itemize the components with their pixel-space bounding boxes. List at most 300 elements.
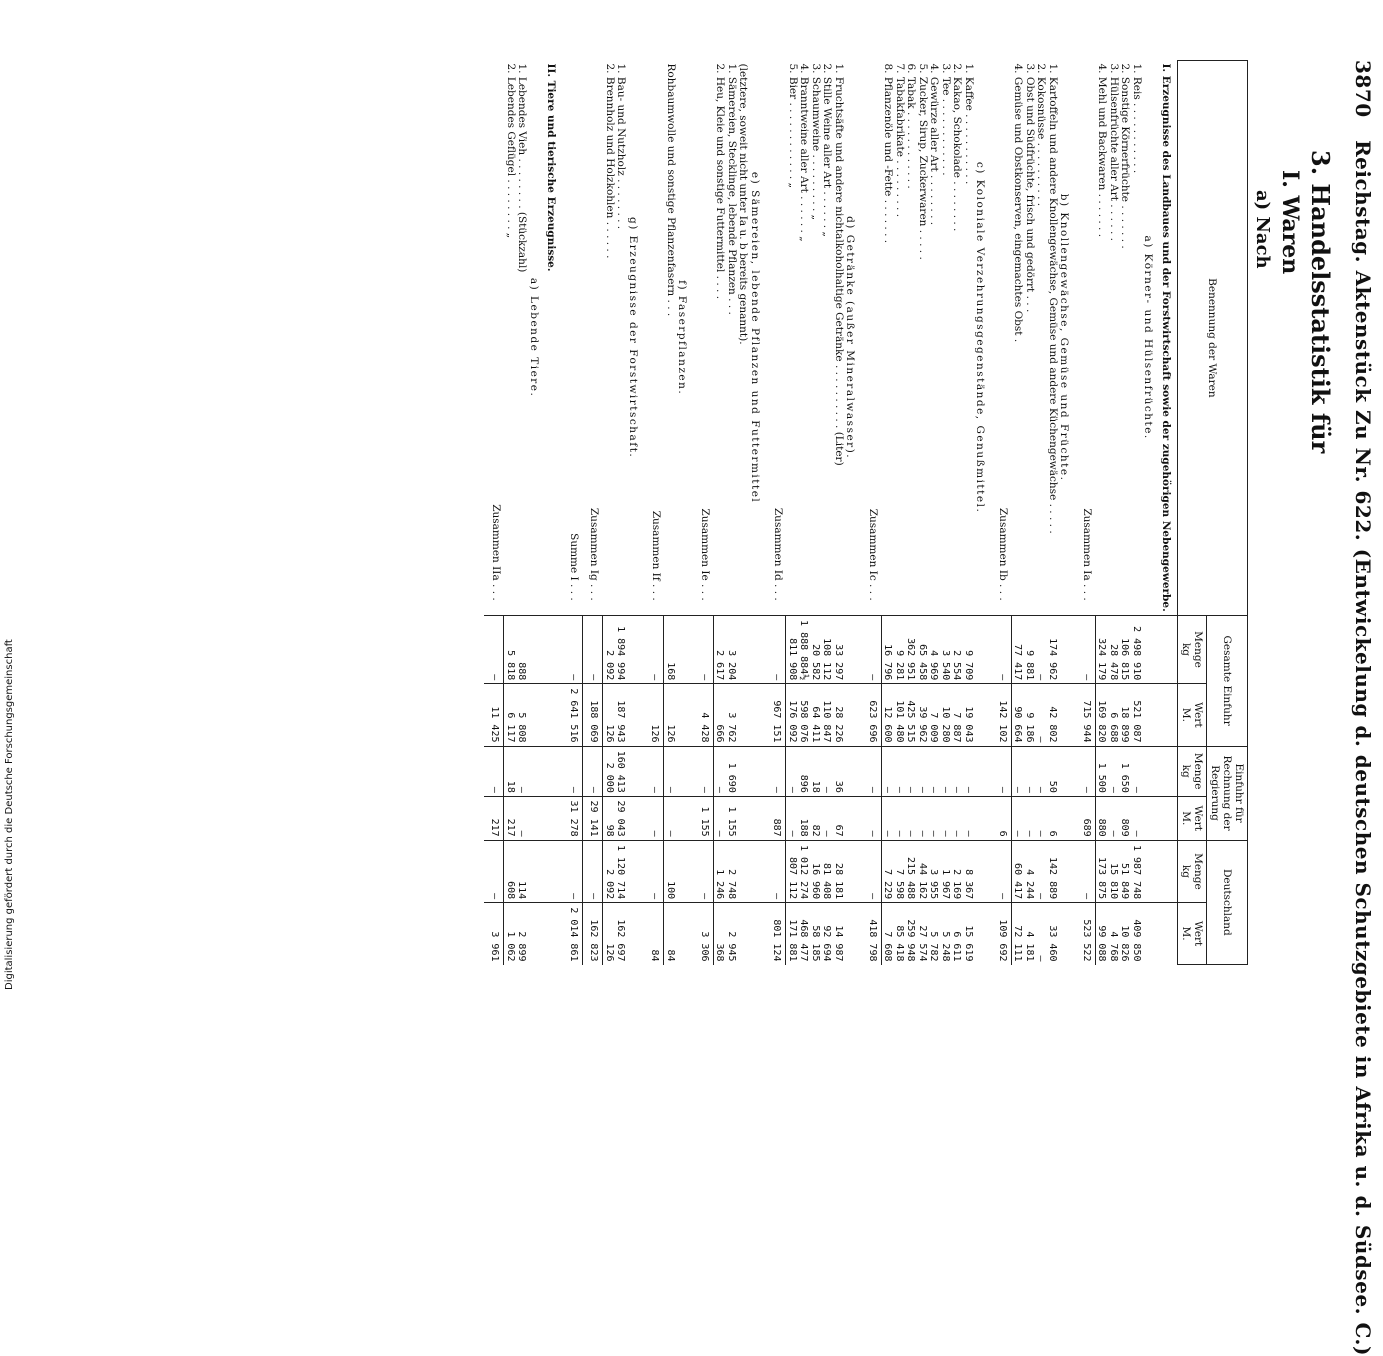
table-row [766,61,786,965]
cell-value: 101 480 [894,684,906,746]
cell-value [627,840,645,903]
cell-value: 176 092 [786,684,798,746]
cell-value: — [882,796,894,840]
cell-value: — [1076,840,1096,903]
col-val-header: Wert M. [1178,684,1207,746]
cell-value [1058,684,1076,746]
row-label: d) Getränke (außer Mineralwasser). [844,216,857,460]
cell-value: 8 367 [963,840,975,903]
cell-value: 1 967 [940,840,952,903]
cell-value: 27 574 [917,903,929,965]
cell-value: 18 899 [1119,684,1131,746]
cell-value: 10 280 [940,684,952,746]
cell-value: 217 [504,796,516,840]
cell-value [749,615,767,684]
cell-value: 1 500 [1096,746,1108,796]
cell-value [749,796,767,840]
cell-value [1058,746,1076,796]
cell-value: 715 944 [1076,684,1096,746]
cell-value: 689 [1076,796,1096,840]
row-total-label: Zusammen Ic . . . [867,508,880,601]
table-row [951,61,963,965]
cell-value: — [1024,796,1036,840]
cell-value: 174 962 [1047,615,1059,684]
cell-value: 6 688 [1108,684,1120,746]
cell-value: 1 650 [1119,746,1131,796]
col-group-germany: Deutschland [1207,840,1248,964]
cell-value: 2 617 [714,615,726,684]
cell-value: — [1035,615,1047,684]
cell-value: 7 608 [882,903,894,965]
cell-value [1142,684,1160,746]
row-label: 2. Stille Weine aller Art . . . . . . „ [821,63,834,237]
table-row [810,61,822,965]
cell-value: 217 [484,796,504,840]
cell-value: — [992,615,1012,684]
cell-value: 368 [714,903,726,965]
cell-value: 99 088 [1096,903,1108,965]
cell-value: 598 076 [798,684,810,746]
cell-value: 16 960 [810,840,822,903]
cell-value: 4 428 [694,684,714,746]
cell-value: 521 087 [1131,684,1143,746]
cell-value: — [821,746,833,796]
page-number: 3870 [1351,60,1375,118]
cell-value: — [1035,746,1047,796]
cell-value: — [894,796,906,840]
cell-value: — [862,615,882,684]
cell-value: 28 181 [833,840,845,903]
cell-value: 7 229 [882,840,894,903]
table-row [504,61,516,965]
table-body [484,61,1178,965]
cell-value: 4 768 [1108,903,1120,965]
table-row [1142,61,1160,965]
cell-value: 7 887 [951,684,963,746]
cell-value: 6 [1047,796,1059,840]
cell-value: — [1035,684,1047,746]
cell-value: 114 [516,840,528,903]
cell-value [737,684,749,746]
cell-value [844,796,862,840]
row-total-label: Zusammen Ib . . . [997,507,1010,601]
cell-value: 666 [714,684,726,746]
cell-value: 168 [664,615,676,684]
cell-value [528,796,546,840]
table-row [644,61,664,965]
cell-value [737,615,749,684]
cell-value: 39 962 [917,684,929,746]
cell-value: — [563,746,583,796]
cell-value: — [1076,746,1096,796]
cell-value [676,796,694,840]
row-label: II. Tiere und tierische Erzeugnisse. [545,63,558,272]
cell-value [627,796,645,840]
row-label: (letztere, soweit nicht unter Ia u. b bereits genannt). [737,63,750,345]
cell-value: 162 697 [615,903,627,965]
table-row [664,61,676,965]
cell-value: 418 798 [862,903,882,965]
cell-value: — [786,796,798,840]
cell-value [528,615,546,684]
cell-value: 108 112 [821,615,833,684]
table-row [798,61,810,965]
cell-value [1160,746,1178,796]
cell-value: 3 762 [726,684,738,746]
cell-value [545,746,563,796]
cell-value: 6 611 [951,903,963,965]
row-label: 7. Tabakfabrikate . . . . . . . . . [894,63,906,218]
table-row [882,61,894,965]
cell-value: — [951,746,963,796]
cell-value: — [766,840,786,903]
cell-value: 126 [603,903,615,965]
cell-value: 1 888 884½ [798,615,810,684]
cell-value [528,746,546,796]
cell-value: 173 875 [1096,840,1108,903]
cell-value [844,840,862,903]
cell-value [676,615,694,684]
cell-value: 162 823 [583,903,604,965]
cell-value: 468 477 [798,903,810,965]
cell-value: 967 151 [766,684,786,746]
table-row [844,61,862,965]
cell-value: 811 908 [786,615,798,684]
cell-value: — [766,615,786,684]
cell-value: 188 [798,796,810,840]
cell-value: — [1035,840,1047,903]
cell-value: 4 969 [928,615,940,684]
cell-value: — [992,746,1012,796]
row-label: 4. Branntweine aller Art . . . . . . „ [798,63,811,242]
cell-value: 5 248 [940,903,952,965]
col-val-header: Wert M. [1178,796,1207,840]
cell-value [749,903,767,965]
cell-value: 58 185 [810,903,822,965]
row-label: 1. Kartoffeln und andere Knollengewächse, Gemüse und andere Küchengewächse . . . . . [1047,63,1059,534]
row-label: 1. Reis . . . . . . . . . . . [1131,63,1143,174]
cell-value: 169 820 [1096,684,1108,746]
table-row [1058,61,1076,965]
cell-value: 2 641 516 [563,684,583,746]
cell-value: 2 092 [603,615,615,684]
cell-value: 9 186 [1024,684,1036,746]
row-label: 8. Pflanzenöle und -Fette . . . . . . . [882,63,895,244]
cell-value: 2 498 910 [1131,615,1143,684]
cell-value: 77 417 [1012,615,1024,684]
cell-value: — [644,796,664,840]
cell-value [1142,615,1160,684]
cell-value: — [882,746,894,796]
cell-value: 33 460 [1047,903,1059,965]
cell-value: 100 [664,840,676,903]
row-label: 3. Schaumweine . . . . . . . . . „ [810,63,822,221]
cell-value: 2 554 [951,615,963,684]
cell-value: — [917,746,929,796]
cell-value: — [1108,796,1120,840]
cell-value [1142,746,1160,796]
col-qty-header: Menge kg [1178,615,1207,684]
cell-value: — [905,746,917,796]
cell-value: 4 244 [1024,840,1036,903]
cell-value: 3 306 [694,903,714,965]
table-row [821,61,833,965]
cell-value: 29 043 [615,796,627,840]
row-total-label: Zusammen Id . . . [771,507,784,601]
cell-value: — [821,796,833,840]
cell-value [974,746,992,796]
cell-value: — [1024,746,1036,796]
cell-value: 126 [603,684,615,746]
cell-value: 109 692 [992,903,1012,965]
cell-value: 20 582 [810,615,822,684]
cell-value [1058,796,1076,840]
cell-value: 1 246 [714,840,726,903]
cell-value: 1 012 274 [798,840,810,903]
cell-value [528,903,546,965]
cell-value: — [644,615,664,684]
cell-value [974,796,992,840]
cell-value: 425 515 [905,684,917,746]
cell-value: 142 889 [1047,840,1059,903]
col-name-header: Benennung der Waren [1178,61,1248,616]
cell-value: — [963,796,975,840]
table-row [1096,61,1108,965]
row-total-label: Zusammen Ia . . . [1081,508,1094,601]
cell-value: — [563,840,583,903]
table-row [1131,61,1143,965]
footer-note: Digitalisierung gefördert durch die Deutsche Forschungsgemeinschaft [4,639,15,990]
row-label: 4. Gewürze aller Art . . . . . . . . [928,63,941,226]
cell-value [1160,840,1178,903]
cell-value: 18 [504,746,516,796]
cell-value: 126 [664,684,676,746]
row-label: 1. Sämereien, Stecklinge, lebende Pflanzen . . . [726,63,738,315]
cell-value [749,840,767,903]
cell-value: 2 748 [726,840,738,903]
cell-value: 1 690 [726,746,738,796]
row-label: 3. Hülsenfrüchte aller Art . . . . . . [1108,63,1120,242]
cell-value: — [1108,746,1120,796]
cell-value: 2 014 861 [563,903,583,965]
cell-value: 84 [644,903,664,965]
cell-value: 4 181 [1024,903,1036,965]
cell-value: — [714,746,726,796]
cell-value [737,796,749,840]
cell-value [1142,903,1160,965]
cell-value: 106 815 [1119,615,1131,684]
cell-value: — [1035,903,1047,965]
table-row [894,61,906,965]
table-row [917,61,929,965]
cell-value [1058,903,1076,965]
cell-value [737,746,749,796]
cell-value: — [644,746,664,796]
table-row [833,61,845,965]
cell-value: — [664,746,676,796]
table-row [676,61,694,965]
cell-value: 51 849 [1119,840,1131,903]
cell-value: 5 808 [516,684,528,746]
cell-value: 5 818 [504,615,516,684]
cell-value: 1 062 [504,903,516,965]
cell-value: 11 425 [484,684,504,746]
cell-value: 1 155 [726,796,738,840]
cell-value: 623 696 [862,684,882,746]
cell-value: 81 408 [821,840,833,903]
cell-value: — [940,796,952,840]
cell-value: 7 598 [894,840,906,903]
row-label: 2. Heu, Kleie und sonstige Futtermittel . . . . [714,63,727,300]
cell-value [545,840,563,903]
cell-value: 1 155 [694,796,714,840]
cell-value [545,615,563,684]
table-row [963,61,975,965]
cell-value [627,903,645,965]
cell-value: 29 141 [583,796,604,840]
cell-value: 15 619 [963,903,975,965]
cell-value: 2 000 [603,746,615,796]
col-val-header: Wert M. [1178,903,1207,965]
cell-value: — [786,746,798,796]
row-label: 3. Obst und Südfrüchte, frisch und gedörrt . . . [1024,63,1036,313]
row-label: 4. Mehl und Backwaren . . . . . . . [1096,63,1109,238]
table-row [516,61,528,965]
cell-value: 19 043 [963,684,975,746]
table-row [615,61,627,965]
cell-value: — [940,746,952,796]
row-label: 5. Zucker, Sirup, Zuckerwaren . . . . . [917,63,929,260]
cell-value: 2 899 [516,903,528,965]
cell-value: 28 226 [833,684,845,746]
cell-value: 324 179 [1096,615,1108,684]
cell-value [844,903,862,965]
cell-value: 171 881 [786,903,798,965]
cell-value: 801 124 [766,903,786,965]
cell-value: 98 [603,796,615,840]
cell-value: 809 [1119,796,1131,840]
cell-value [528,840,546,903]
cell-value [545,796,563,840]
table-row [1024,61,1036,965]
cell-value: 50 [1047,746,1059,796]
cell-value: 60 417 [1012,840,1024,903]
cell-value: 3 961 [484,903,504,965]
cell-value: 18 [810,746,822,796]
table-row [726,61,738,965]
cell-value: — [664,796,676,840]
table-row [992,61,1012,965]
row-label: 3. Tee . . . . . . . . . . . . [940,63,952,176]
row-label: Rohbaumwolle und sonstige Pflanzenfasern . . . [664,63,677,317]
cell-value [974,840,992,903]
cell-value: — [894,746,906,796]
cell-value: 33 297 [833,615,845,684]
cell-value: 896 [798,746,810,796]
cell-value [1142,840,1160,903]
table-row [1108,61,1120,965]
cell-value: 90 664 [1012,684,1024,746]
cell-value: — [1131,796,1143,840]
row-label: 2. Sonstige Körnerfrüchte . . . . . . . [1119,63,1132,249]
cell-value: — [694,615,714,684]
row-total-label: Zusammen IIa . . . [489,504,502,601]
table-row [563,61,583,965]
cell-value: 362 951 [905,615,917,684]
cell-value: 110 847 [821,684,833,746]
cell-value [1160,796,1178,840]
cell-value: 215 488 [905,840,917,903]
cell-value: 92 694 [821,903,833,965]
cell-value: 2 092 [603,840,615,903]
cell-value: — [905,796,917,840]
cell-value: 1 894 994 [615,615,627,684]
cell-value [974,903,992,965]
cell-value [844,746,862,796]
cell-value: 67 [833,796,845,840]
table-row [737,61,749,965]
row-label: e) Sämereien, lebende Pflanzen und Futtermittel [749,171,761,504]
cell-value [1058,615,1076,684]
cell-value: 608 [504,840,516,903]
table-row [749,61,767,965]
statistics-table [484,60,1248,965]
cell-value: — [766,746,786,796]
cell-value: — [484,746,504,796]
running-title: Reichstag. Aktenstück Zu Nr. 622. (Entwickelung d. deutschen Schutzgebiete in Afrika u. d. Südsee. C.) [1351,140,1375,1356]
cell-value: — [1012,796,1024,840]
cell-value: — [644,840,664,903]
cell-value: — [516,746,528,796]
cell-value: — [992,840,1012,903]
row-label: 1. Kaffee . . . . . . . . . . . [963,63,975,185]
running-header [1351,60,1375,1356]
cell-value: 85 418 [894,903,906,965]
cell-value: 15 810 [1108,840,1120,903]
table-row [928,61,940,965]
row-label: b) Knollengewächse, Gemüse und Früchte. [1058,193,1071,482]
cell-value: 126 [644,684,664,746]
table-row [1035,61,1047,965]
table-row [694,61,714,965]
table-row [1160,61,1178,965]
cell-value [676,840,694,903]
row-label: f) Faserpflanzen. [676,280,689,396]
cell-value: — [1076,615,1096,684]
cell-value: 65 458 [917,615,929,684]
part-title: I. Waren [1277,170,1303,275]
cell-value: 82 [810,796,822,840]
col-group-total: Gesamte Einfuhr [1207,615,1248,746]
cell-value: 6 [992,796,1012,840]
cell-value: 888 [516,615,528,684]
cell-value: 9 881 [1024,615,1036,684]
cell-value: — [563,615,583,684]
cell-value: 1 120 714 [615,840,627,903]
cell-value: 9 281 [894,615,906,684]
cell-value: 2 169 [951,840,963,903]
row-label: g) Erzeugnisse der Forstwirtschaft. [627,216,639,459]
cell-value [627,615,645,684]
cell-value: — [1131,746,1143,796]
table-row [545,61,563,965]
cell-value: 84 [664,903,676,965]
row-label: 2. Kakao, Schokolade . . . . . . . . [951,63,964,232]
cell-value: 887 [766,796,786,840]
cell-value: — [1012,746,1024,796]
cell-value: — [917,796,929,840]
cell-value: 880 [1096,796,1108,840]
